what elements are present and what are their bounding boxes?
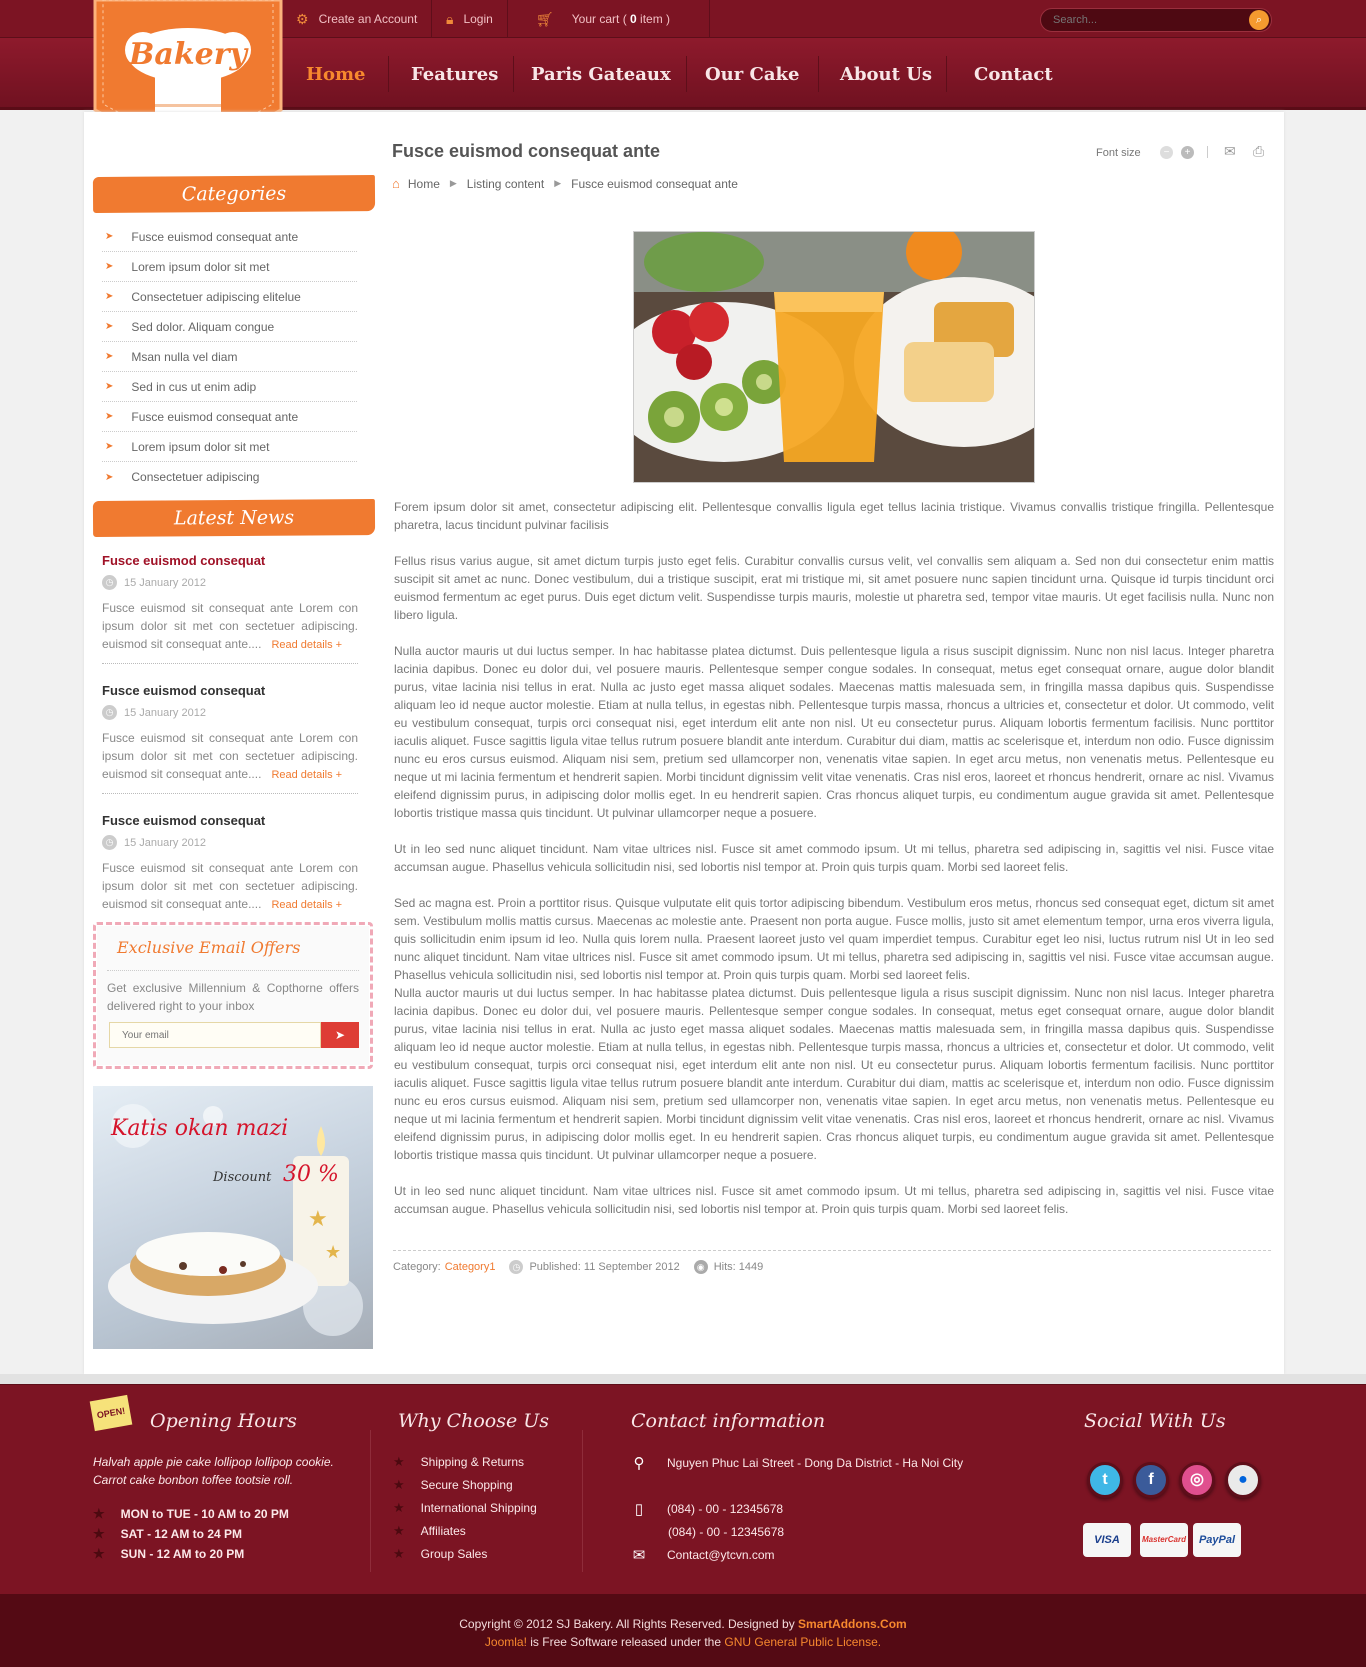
news-divider — [102, 793, 358, 794]
nav-separator — [388, 56, 389, 92]
news-title[interactable]: Fusce euismod consequat — [102, 813, 266, 828]
copyright-line-1 — [0, 1615, 1366, 1633]
contact-address-text: Nguyen Phuc Lai Street - Dong Da District - Ha Noi City — [667, 1456, 964, 1470]
footer-link[interactable] — [393, 1454, 524, 1470]
lock-icon: 🔒︎ — [446, 10, 454, 27]
hours-row — [93, 1526, 242, 1542]
nav-separator — [686, 56, 687, 92]
hours-text: MON to TUE - 10 AM to 20 PM — [120, 1507, 289, 1521]
gear-icon: ⚙ — [296, 10, 309, 27]
hours-text: SUN - 12 AM to 20 PM — [120, 1547, 245, 1561]
cart-label — [572, 12, 670, 26]
article-paragraph: Forem ipsum dolor sit amet, consectetur adipiscing elit. Pellentesque convallis ligula eget tellus lacinia tristique. Vivamus convallis tristique fringilla. Pellentesque pharetra, lacus tincidunt pulvinar facilisis — [394, 500, 1274, 532]
promo-discount-value: 30 % — [283, 1162, 339, 1187]
news-excerpt-text: Fusce euismod sit consequat ante Lorem con ipsum dolor sit met con sectetuer adipiscing. euismod sit consequat ante.... — [102, 731, 358, 781]
home-icon[interactable]: ⌂ — [392, 176, 400, 191]
cart-icon: 🛒︎ — [536, 10, 554, 27]
breadcrumb-home[interactable]: Home — [407, 176, 440, 191]
font-decrease-icon[interactable]: − — [1160, 146, 1173, 159]
copyright-text: Copyright © 2012 SJ Bakery. All Rights Reserved. Designed by — [459, 1617, 799, 1631]
footer-link-label: Secure Shopping — [420, 1478, 513, 1492]
location-pin-icon: ⚲ — [633, 1455, 645, 1472]
paypal-icon: PayPal — [1193, 1523, 1241, 1557]
license-text: is Free Software released under the — [526, 1635, 725, 1649]
star-icon: ★ — [93, 1506, 105, 1521]
star-icon: ★ — [93, 1526, 105, 1541]
category-label: Fusce euismod consequat ante — [131, 409, 299, 424]
article-hero-image — [633, 231, 1035, 483]
clock-icon: ◷ — [102, 835, 117, 850]
footer-link-label: International Shipping — [420, 1501, 537, 1515]
category-label: Consectetuer adipiscing elitelue — [131, 289, 301, 304]
contact-phone — [629, 1500, 783, 1518]
category-label: Lorem ipsum dolor sit met — [131, 439, 270, 454]
news-date-text: 15 January 2012 — [124, 706, 206, 719]
license-link[interactable]: GNU General Public License. — [724, 1635, 882, 1649]
phone-icon: ▯ — [634, 1501, 644, 1518]
arrow-icon: ➤ — [105, 351, 114, 362]
clock-icon: ◷ — [509, 1260, 523, 1274]
latest-news-heading: Latest News — [93, 499, 375, 537]
footer-link-label: Affiliates — [420, 1524, 466, 1538]
email-offers-desc: Get exclusive Millennium & Copthorne offers delivered right to your inbox — [107, 970, 359, 1015]
footer-gap — [0, 1374, 1366, 1384]
star-icon: ★ — [393, 1477, 405, 1492]
mastercard-icon: MasterCard — [1140, 1523, 1188, 1557]
article-meta — [393, 1260, 763, 1274]
eye-icon: ◉ — [694, 1260, 708, 1274]
mail-icon: ✉ — [632, 1547, 646, 1564]
breadcrumb — [392, 176, 738, 191]
breakfast-illustration — [634, 232, 1035, 483]
news-date — [102, 705, 358, 720]
arrow-icon: ➤ — [105, 411, 114, 422]
category-item[interactable] — [102, 372, 357, 402]
contact-phone-2: (084) - 00 - 12345678 — [668, 1525, 785, 1539]
nav-contact[interactable]: Contact — [974, 63, 1053, 85]
category-label: Fusce euismod consequat ante — [131, 229, 299, 244]
cart-prefix: Your cart ( — [571, 12, 631, 26]
nav-about-us[interactable]: About Us — [840, 63, 933, 85]
hours-row — [93, 1546, 244, 1562]
email-offers-title: Exclusive Email Offers — [117, 938, 301, 957]
footer-link[interactable] — [393, 1523, 466, 1539]
news-item — [102, 813, 358, 914]
search-input[interactable] — [1040, 8, 1272, 32]
article-paragraph: Sed ac magna est. Proin a porttitor risus. Quisque vulputate elit quis tortor adipiscing bibendum. Vestibulum eros metus, rhoncus sed consequat eget, dictum sit amet sem. Vestibulum mollis mattis cursus. Maecenas ac molestie ante. Praesent non porta augue. Fusce mollis, justo sit amet elementum tempor, urna eros viverra ligula, quis sollicitudin enim ipsum id leo. Nulla quis lorem nulla. Praesent laoreet justo vel quam imperdiet tempus. Curabitur eget leo nisi, luctus rutrum nisl Ut in leo sed nunc aliquet tincidunt. Nam vitae ultrices nisl. Fusce sit amet commodo ipsum. Ut mi tellus, pharetra sed adipiscing in, sagittis vel nisi. Fusce vitae accumsan augue. Phasellus vehicula sollicitudin nisi, sed lobortis nisl tempor at. Proin quis turpis quam. Morbi sed laoreet felis. — [394, 896, 1274, 982]
footer-divider — [370, 1430, 371, 1572]
footer-link[interactable] — [393, 1546, 487, 1562]
search-icon[interactable]: ⌕ — [1249, 10, 1269, 30]
news-title[interactable]: Fusce euismod consequat — [102, 553, 266, 568]
category-item[interactable] — [102, 342, 357, 372]
footer-link[interactable] — [393, 1500, 537, 1516]
clock-icon: ◷ — [102, 705, 117, 720]
social-title: Social With Us — [1084, 1410, 1226, 1432]
nav-separator — [946, 56, 947, 92]
contact-phone-text: (084) - 00 - 12345678 — [667, 1502, 784, 1516]
category-link[interactable]: Category1 — [444, 1261, 496, 1273]
category-item[interactable] — [102, 312, 357, 342]
create-account-link[interactable] — [282, 0, 432, 38]
breadcrumb-current: Fusce euismod consequat ante — [571, 176, 738, 191]
category-label: Sed dolor. Aliquam congue — [131, 319, 275, 334]
category-item[interactable] — [102, 402, 357, 432]
cart-count: 0 — [630, 12, 637, 26]
joomla-link[interactable]: Joomla! — [484, 1635, 527, 1649]
login-label: Login — [463, 12, 493, 26]
nav-paris-gateaux[interactable]: Paris Gateaux — [531, 63, 671, 85]
visa-icon: VISA — [1083, 1523, 1131, 1557]
hours-text: SAT - 12 AM to 24 PM — [120, 1527, 243, 1541]
create-account-label: Create an Account — [318, 12, 418, 26]
footer-link-label: Shipping & Returns — [420, 1455, 525, 1469]
article-paragraph: Nulla auctor mauris ut dui luctus semper. In hac habitasse platea dictumst. Duis pellentesque ligula a risus suscipit dignissim. Nunc non nisl lacus. Integer pharetra lacinia dapibus. Donec eu dolor dui, vel posuere mauris. Pellentesque semper congue sodales. In consequat, metus eget consequat ornare, augue dolor blandit purus, vitae lacinia nisi tellus in erat. Nulla ac justo eget massa aliquet sodales. Maecenas mattis malesuada sem, in fringilla massa dapibus quis. Suspendisse aliquam leo id neque auctor molestie. Etiam at nulla tellus, in egestas nibh. Pellentesque turpis massa, rhoncus a ultricies et, consectetur et dolor. Ut commodo, velit eu vestibulum consequat, turpis orci consequat nisi, eget interdum elit ante non nisl. Ut eu consectetur purus. Aliquam lobortis fermentum facilisis. Nunc porttitor iaculis aliquet. Fusce sagittis ligula vitae tellus rutrum posuere blandit ante interdum. Curabitur dui diam, mattis ac scelerisque et, interdum non odio. Fusce dignissim nunc eu eros cursus euismod. Aliquam nisi sem, pretium sed ullamcorper non, venenatis vitae sapien. In eget arcu metus, non venenatis metus. Pellentesque eu neque ut mi lacinia fermentum et hendrerit sapien. Morbi tincidunt dignissim velit vitae venenatis. Cras nisl eros, laoreet et rhoncus hendrerit, ornare ac nisl. Vivamus eleifend dignissim purus, in adipiscing dolor mollis eget. In eu hendrerit sapien. Cras rhoncus aliquet turpis, eu condimentum augue gravida sit amet. Pellentesque lobortis tristique massa quis tincidunt. Ut pulvinar ullamcorper neque a posuere. — [394, 644, 1274, 820]
category-label: Consectetuer adipiscing — [131, 470, 260, 484]
breadcrumb-listing[interactable]: Listing content — [466, 176, 545, 191]
footer-divider — [582, 1430, 583, 1572]
nav-features[interactable]: Features — [411, 63, 499, 85]
news-excerpt — [102, 729, 358, 784]
star-icon: ★ — [93, 1546, 105, 1561]
hours-row — [93, 1506, 289, 1522]
copyright-bar — [0, 1594, 1366, 1667]
nav-separator — [818, 56, 819, 92]
category-item[interactable] — [102, 432, 357, 462]
designer-link[interactable]: SmartAddons.Com — [798, 1617, 907, 1631]
article-paragraph: Ut in leo sed nunc aliquet tincidunt. Nam vitae ultrices nisl. Fusce sit amet commodo ipsum. Ut mi tellus, pharetra sed adipiscing in, sagittis vel nisi. Fusce vitae accumsan augue. Phasellus vehicula sollicitudin nisi, sed lobortis nisl tempor at. Proin quis turpis quam. Morbi sed laoreet felis. — [394, 842, 1274, 874]
arrow-icon: ➤ — [105, 261, 114, 272]
star-icon: ★ — [393, 1454, 405, 1469]
category-label: Category: — [393, 1261, 441, 1273]
logo-text: Bakery — [129, 37, 247, 72]
why-choose-us-title: Why Choose Us — [398, 1410, 549, 1432]
footer-link-label: Group Sales — [420, 1547, 488, 1561]
news-date — [102, 835, 358, 850]
promo-banner[interactable] — [93, 1086, 373, 1349]
cart-link[interactable] — [522, 0, 710, 38]
contact-info-title: Contact information — [631, 1410, 826, 1432]
promo-discount-label: Discount — [213, 1170, 272, 1185]
category-item[interactable] — [102, 252, 357, 282]
flickr-icon[interactable]: ● — [1225, 1462, 1261, 1498]
article-title: Fusce euismod consequat ante — [392, 141, 661, 161]
news-title[interactable]: Fusce euismod consequat — [102, 683, 266, 698]
opening-hours-desc: Halvah apple pie cake lollipop lollipop cookie. Carrot cake bonbon toffee tootsie roll. — [93, 1455, 334, 1487]
breadcrumb-arrow-icon: ▶ — [449, 178, 457, 188]
twitter-icon[interactable]: t — [1087, 1462, 1123, 1498]
copyright-line-2 — [0, 1633, 1366, 1651]
contact-email-text: Contact@ytcvn.com — [667, 1548, 775, 1562]
arrow-icon: ➤ — [105, 441, 114, 452]
arrow-icon: ➤ — [105, 321, 114, 332]
hits-count: Hits: 1449 — [713, 1261, 764, 1273]
breadcrumb-arrow-icon: ▶ — [554, 178, 562, 188]
news-date — [102, 575, 358, 590]
email-offers-box — [93, 922, 373, 1069]
news-date-text: 15 January 2012 — [124, 576, 206, 589]
published-date: Published: 11 September 2012 — [529, 1261, 680, 1273]
svg-text:★: ★ — [325, 1242, 342, 1262]
arrow-icon: ➤ — [105, 381, 114, 392]
news-date-text: 15 January 2012 — [124, 836, 206, 849]
categories-heading: Categories — [93, 175, 375, 213]
login-link[interactable] — [432, 0, 508, 38]
nav-separator — [513, 56, 514, 92]
contact-email[interactable] — [629, 1546, 775, 1564]
star-icon: ★ — [393, 1523, 405, 1538]
promo-title: Katis okan mazi — [111, 1116, 289, 1141]
category-item[interactable] — [102, 462, 357, 492]
dribbble-icon[interactable]: ◎ — [1179, 1462, 1215, 1498]
news-excerpt-text: Fusce euismod sit consequat ante Lorem con ipsum dolor sit met con sectetuer adipiscing. euismod sit consequat ante.... — [102, 601, 358, 651]
news-excerpt-text: Fusce euismod sit consequat ante Lorem con ipsum dolor sit met con sectetuer adipiscing. euismod sit consequat ante.... — [102, 861, 358, 911]
news-item — [102, 553, 358, 654]
opening-hours-title: Opening Hours — [150, 1410, 297, 1432]
font-increase-icon[interactable]: + — [1181, 146, 1194, 159]
nav-home[interactable]: Home — [306, 63, 366, 85]
contact-address — [629, 1454, 963, 1472]
facebook-icon[interactable]: f — [1133, 1462, 1169, 1498]
email-icon[interactable]: ✉ — [1224, 143, 1236, 159]
email-field[interactable] — [109, 1022, 321, 1048]
print-icon[interactable]: ⎙ — [1253, 143, 1265, 159]
svg-text:★: ★ — [308, 1206, 328, 1231]
nav-our-cake[interactable]: Our Cake — [705, 63, 800, 85]
open-sign-icon: OPEN! — [90, 1395, 133, 1431]
category-label: Lorem ipsum dolor sit met — [131, 259, 270, 274]
news-item — [102, 683, 358, 784]
read-details-link[interactable]: Read details + — [271, 899, 343, 911]
read-details-link[interactable]: Read details + — [271, 639, 343, 651]
category-item[interactable] — [102, 282, 357, 312]
send-icon[interactable]: ➤ — [321, 1022, 359, 1048]
arrow-icon: ➤ — [105, 471, 114, 483]
footer-link[interactable] — [393, 1477, 513, 1493]
read-details-link[interactable]: Read details + — [271, 769, 343, 781]
news-divider — [102, 663, 358, 664]
news-excerpt — [102, 599, 358, 654]
clock-icon: ◷ — [102, 575, 117, 590]
toolbar-divider — [1207, 146, 1208, 158]
arrow-icon: ➤ — [105, 231, 114, 242]
category-label: Msan nulla vel diam — [131, 349, 238, 364]
news-excerpt — [102, 859, 358, 914]
category-item[interactable] — [102, 222, 357, 252]
star-icon: ★ — [393, 1546, 405, 1561]
article-paragraph: Fellus risus varius augue, sit amet dictum turpis justo eget felis. Curabitur convallis cursus velit, vel convallis sem aliquam a. Sed non dui consectetur enim mattis suscipit sit amet ac nunc. Donec vestibulum, dui a tristique suscipit, erat mi tristique mi, sit amet posuere nunc sapien tincidunt urna. Quisque id turpis tincidunt orci euismod fermentum ac eget purus. Duis eget dictum velit. Suspendisse turpis mauris, molestie ut pharetra sed, tempor vitae mauris. Ut eget facilisis nulla. Nunc non libero ligula. — [394, 554, 1274, 622]
category-label: Sed in cus ut enim adip — [131, 379, 257, 394]
cart-suffix: item ) — [636, 12, 671, 26]
article-paragraph: Nulla auctor mauris ut dui luctus semper. In hac habitasse platea dictumst. Duis pellentesque ligula a risus suscipit dignissim. Nunc non nisl lacus. Integer pharetra lacinia dapibus. Donec eu dolor dui, vel posuere mauris. Pellentesque semper congue sodales. In consequat, metus eget consequat ornare, augue dolor blandit purus, vitae lacinia nisi tellus in erat. Nulla ac justo eget massa aliquet sodales. Maecenas mattis malesuada sem, in fringilla massa dapibus quis. Suspendisse aliquam leo id neque auctor molestie. Etiam at nulla tellus, in egestas nibh. Pellentesque turpis massa, rhoncus a ultricies et, consectetur et dolor. Ut commodo, velit eu vestibulum consequat, turpis orci consequat nisi, eget interdum elit ante non nisl. Ut eu consectetur purus. Aliquam lobortis fermentum facilisis. Nunc porttitor iaculis aliquet. Fusce sagittis ligula vitae tellus rutrum posuere blandit ante interdum. Curabitur dui diam, mattis ac scelerisque et, interdum non odio. Fusce dignissim nunc eu eros cursus euismod. Aliquam nisi sem, pretium sed ullamcorper non, venenatis vitae sapien. In eget arcu metus, non venenatis metus. Pellentesque eu neque ut mi lacinia fermentum et hendrerit sapien. Morbi tincidunt dignissim velit vitae venenatis. Cras nisl eros, laoreet et rhoncus hendrerit, ornare ac nisl. Vivamus eleifend dignissim purus, in adipiscing dolor mollis eget. In eu hendrerit sapien. Cras rhoncus aliquet turpis, eu condimentum augue gravida sit amet. Pellentesque lobortis tristique massa quis tincidunt. Ut pulvinar ullamcorper neque a posuere. — [394, 986, 1274, 1162]
arrow-icon: ➤ — [105, 291, 114, 302]
font-size-label: Font size — [1096, 147, 1141, 159]
article-paragraph: Ut in leo sed nunc aliquet tincidunt. Nam vitae ultrices nisl. Fusce sit amet commodo ipsum. Ut mi tellus, pharetra sed adipiscing in, sagittis vel nisi. Fusce vitae accumsan augue. Phasellus vehicula sollicitudin nisi, sed lobortis nisl tempor at. Proin quis turpis quam. Morbi sed laoreet felis. — [394, 1184, 1274, 1216]
article-body — [394, 498, 1274, 1236]
star-icon: ★ — [393, 1500, 405, 1515]
article-divider — [393, 1250, 1271, 1251]
